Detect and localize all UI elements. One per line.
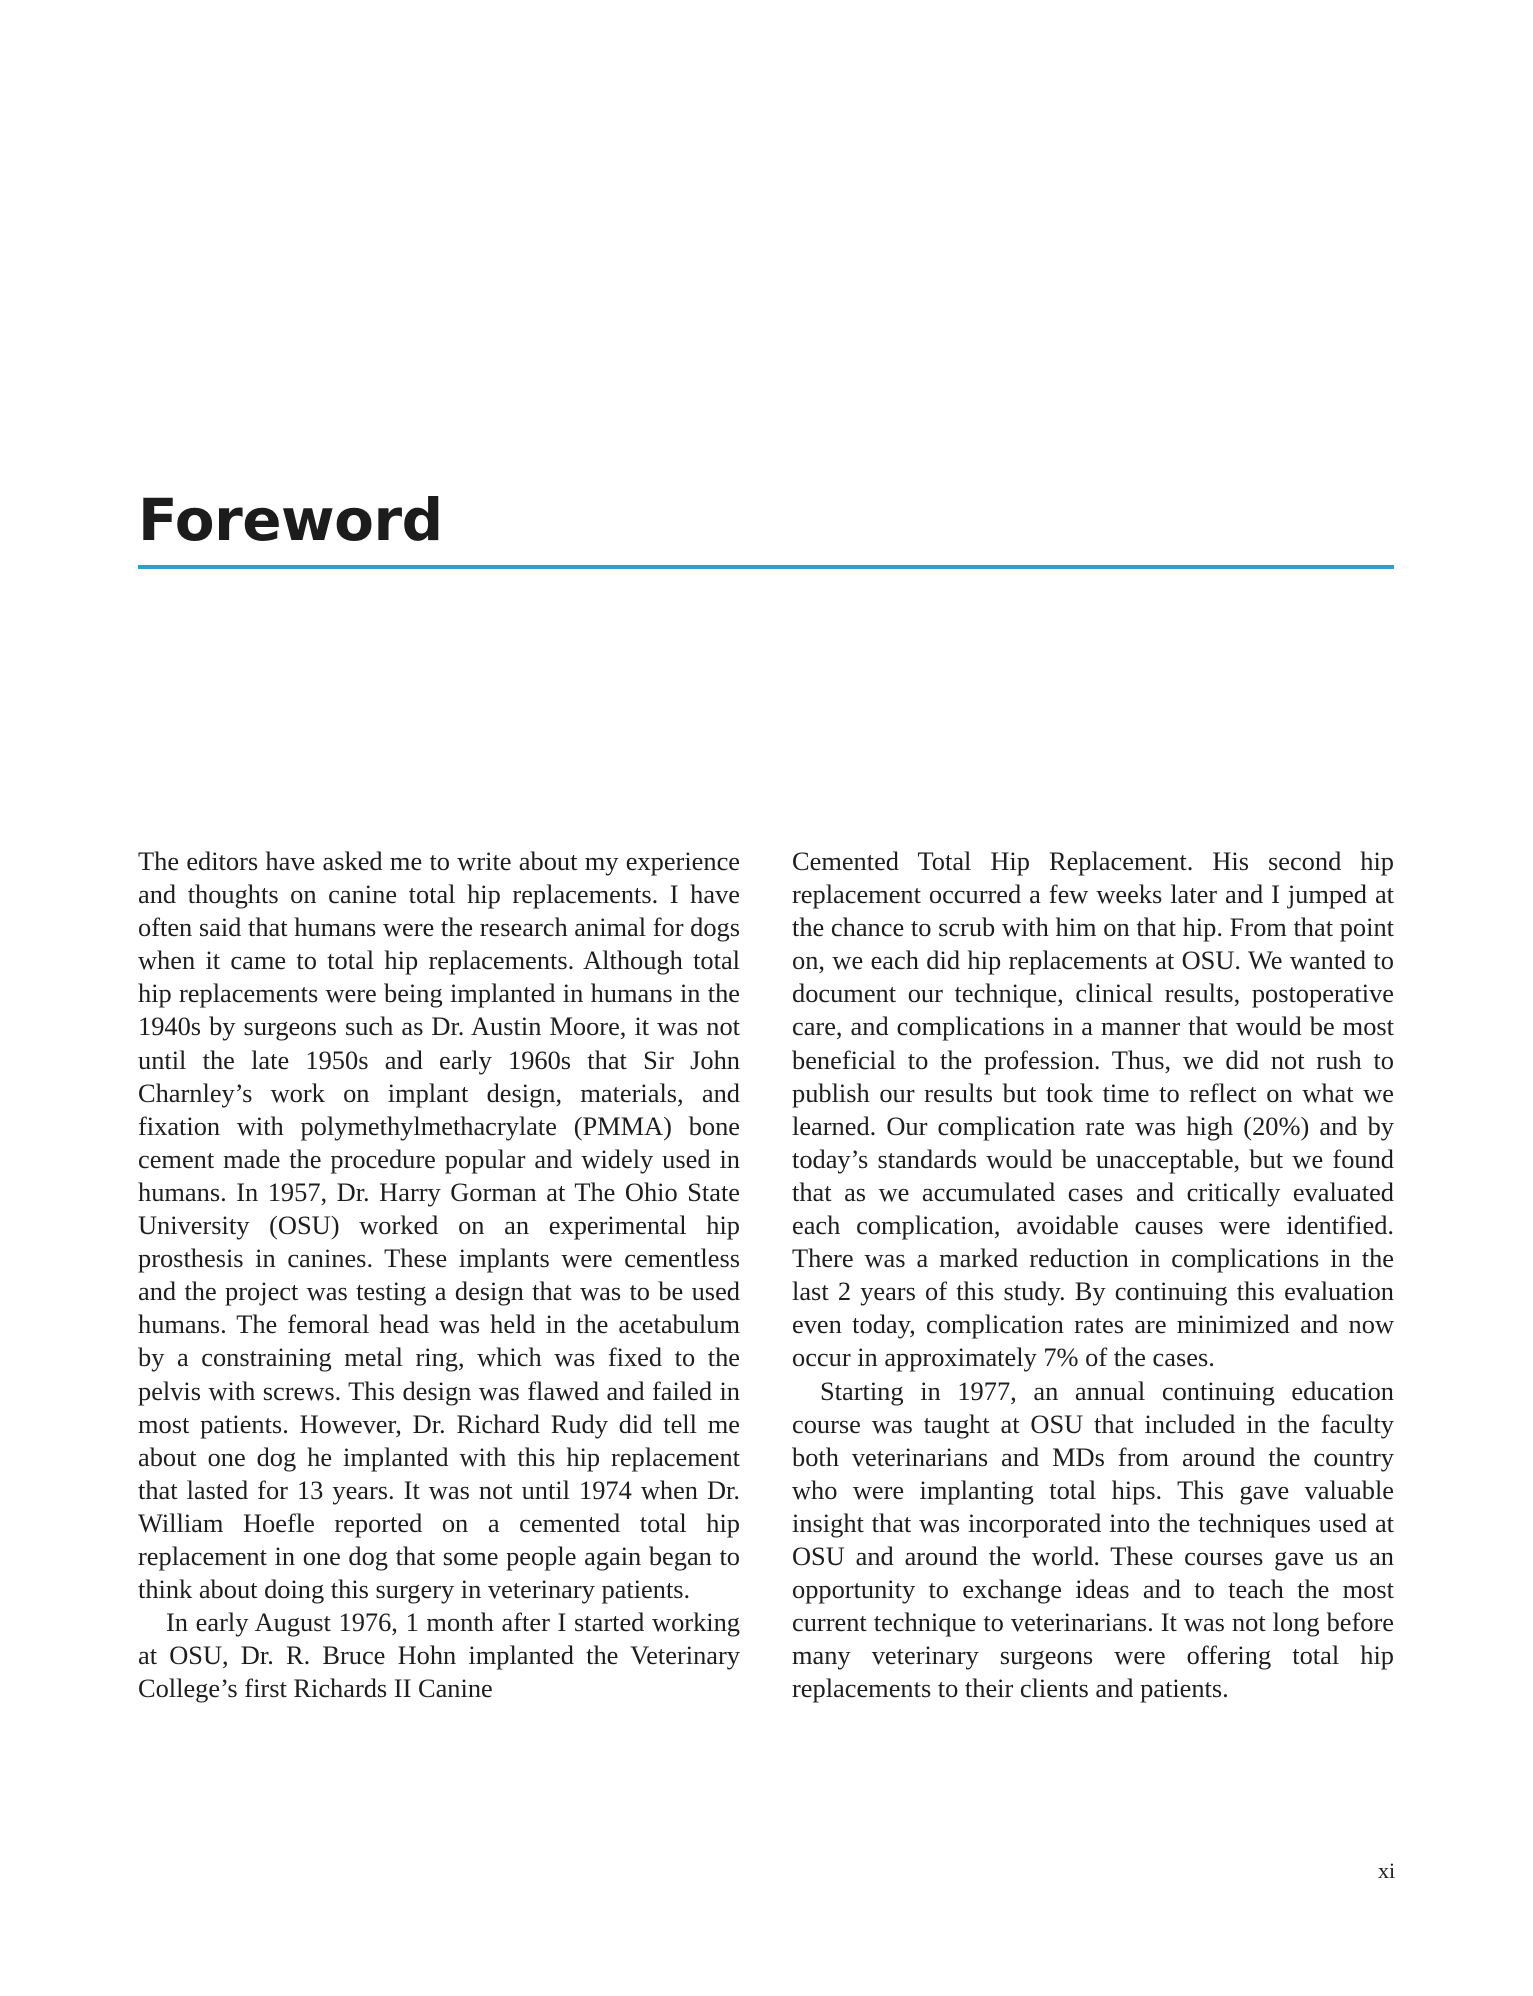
paragraph: Cemented Total Hip Replacement. His second hip replacement occurred a few weeks later and I jumped at the chance to scrub with him on that hip. From that point on, we each did hip replacements at OSU. We wanted to document our technique, clinical results, postoperative care, and complications in a manner that would be most beneficial to the profession. Thus, we did not rush to publish our results but took time to reflect on what we learned. Our complication rate was high (20%) and by today’s standards would be unacceptable, but we found that as we accumulated cases and critically evaluated each complication, avoidable causes were identified. There was a marked reduction in complications in the last 2 years of this study. By continuing this evaluation even today, complication rates are minimized and now occur in approximately 7% of the cases. [792, 846, 1394, 1373]
text-column-left [138, 845, 740, 1705]
page-number: xi [1378, 1858, 1396, 1883]
paragraph: Starting in 1977, an annual continuing education course was taught at OSU that included in the faculty both veterinarians and MDs from around the country who were implanting total hips. This gave valuable insight that was incorporated into the techniques used at OSU and around the world. These courses gave us an opportunity to exchange ideas and to teach the most current technique to veterinarians. It was not long before many veterinary surgeons were offering total hip replacements to their clients and patients. [792, 1375, 1394, 1704]
title-underline [138, 565, 1394, 569]
text-column-right [792, 845, 1394, 1705]
paragraph: In early August 1976, 1 month after I started working at OSU, Dr. R. Bruce Hohn implanted the Veterinary College’s first Richards II Canine [138, 1607, 740, 1704]
paragraph: The editors have asked me to write about my experience and thoughts on canine total hip replacements. I have often said that humans were the research animal for dogs when it came to total hip replacements. Although total hip replacements were being implanted in humans in the 1940s by surgeons such as Dr. Austin Moore, it was not until the late 1950s and early 1960s that Sir John Charnley’s work on implant design, materials, and fixation with polymethylmethacrylate (PMMA) bone cement made the procedure popular and widely used in humans. In 1957, Dr. Harry Gorman at The Ohio State University (OSU) worked on an experimental hip prosthesis in canines. These implants were cementless and the project was testing a design that was to be used humans. The femoral head was held in the acetabulum by a constraining metal ring, which was fixed to the pelvis with screws. This design was flawed and failed in most patients. However, Dr. Richard Rudy did tell me about one dog he implanted with this hip replacement that lasted for 13 years. It was not until 1974 when Dr. William Hoefle reported on a cemented total hip replacement in one dog that some people again began to think about doing this surgery in veterinary patients. [138, 846, 740, 1605]
page-title: Foreword [138, 486, 443, 554]
